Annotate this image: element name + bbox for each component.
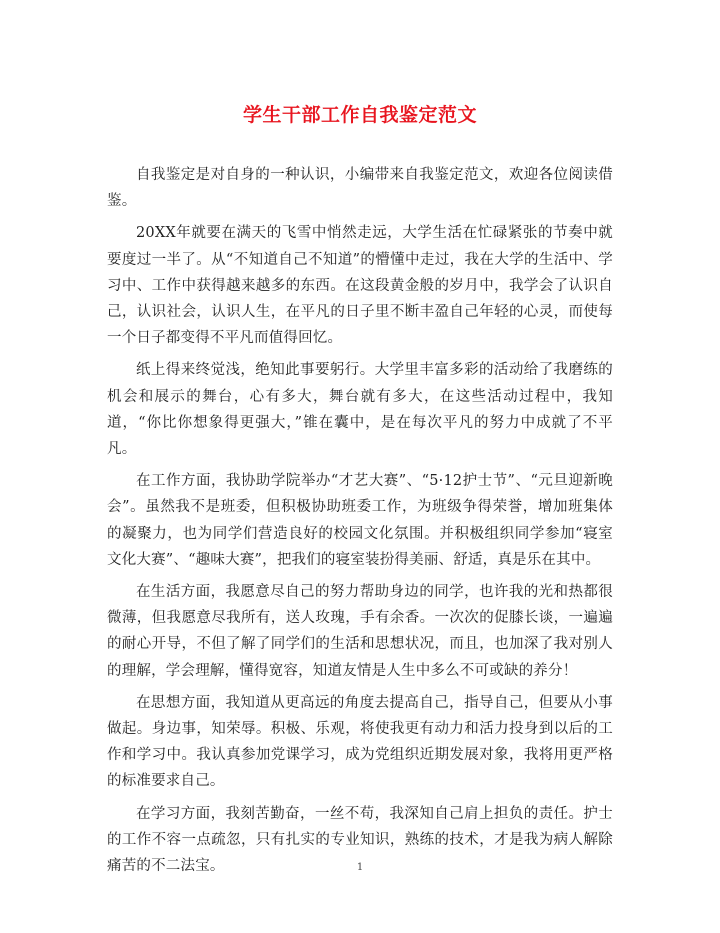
page-title: 学生干部工作自我鉴定范文 [242,104,477,126]
paragraph-intro: 自我鉴定是对自身的一种认识，小编带来自我鉴定范文，欢迎各位阅读借鉴。 [107,167,613,210]
paragraph-activities: 纸上得来终觉浅，绝知此事要躬行。大学里丰富多彩的活动给了我磨练的机会和展示的舞台，心有多大，舞台就有多大，在这些活动过程中，我知道，“你比你想象得更强大，”锥在囊中，是在每次平凡的努力中成就了不平凡。 [107,362,613,458]
paragraph-work: 在工作方面，我协助学院举办“才艺大赛”、“5·12护士节”、“元旦迎新晚会”。虽然我不是班委，但积极协助班委工作，为班级争得荣誉，增加班集体的凝聚力，也为同学们营造良好的校园文化氛围。并积极组织同学参加“寝室文化大赛”、“趣味大赛”，把我们的寝室装扮得美丽、舒适，真是乐在其中。 [107,473,613,568]
page-number: 1 [356,862,364,873]
paragraph-year-review: 20XX年就要在满天的飞雪中悄然走远，大学生活在忙碌紧张的节奏中就要度过一半了。从“不知道自己不知道”的懵懂中走过，我在大学的生活中、学习中、工作中获得越来越多的东西。在这段黄金般的岁月中，我学会了认识自己，认识社会，认识人生，在平凡的日子里不断丰盈自己年轻的心灵，而使每一个日子都变得不平凡而值得回忆。 [107,225,613,347]
paragraph-life: 在生活方面，我愿意尽自己的努力帮助身边的同学，也许我的光和热都很微薄，但我愿意尽我所有，送人玫瑰，手有余香。一次次的促膝长谈，一遍遍的耐心开导，不但了解了同学们的生活和思想状况，而且，也加深了我对别人的理解，学会理解，懂得宽容，知道友情是人生中多么不可或缺的养分！ [107,584,613,679]
paragraph-thought: 在思想方面，我知道从更高远的角度去提高自己，指导自己，但要从小事做起。身边事，知荣辱。积极、乐观，将使我更有动力和活力投身到以后的工作和学习中。我认真参加党课学习，成为党组织近期发展对象，我将用更严格的标准要求自己。 [107,694,613,790]
paragraph-study: 在学习方面，我刻苦勤奋，一丝不苟，我深知自己肩上担负的责任。护士的工作不容一点疏忽，只有扎实的专业知识，熟练的技术，才是我为病人解除痛苦的不二法宝。 [107,805,613,875]
document-body [107,162,613,885]
